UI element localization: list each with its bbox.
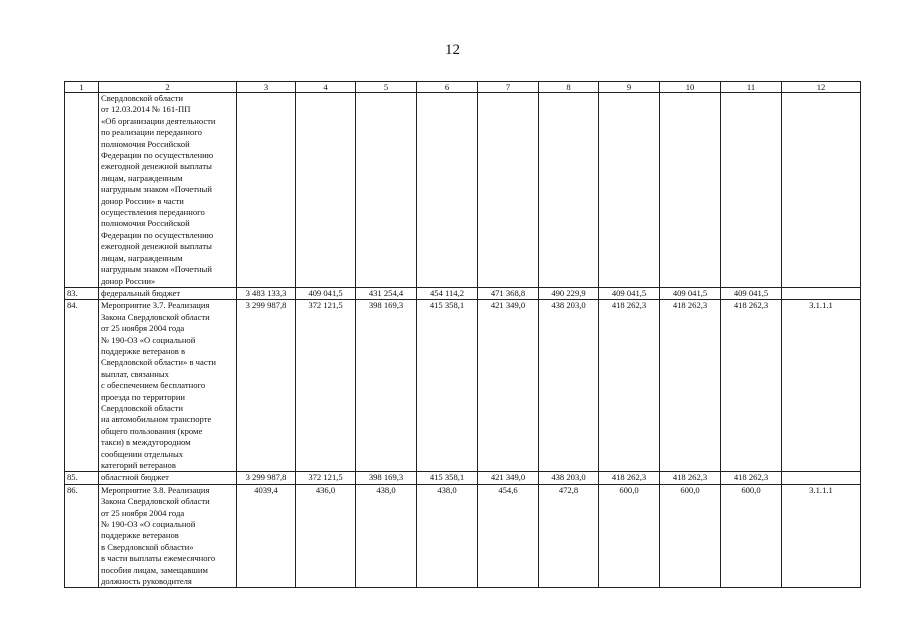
row-value: [417, 93, 478, 288]
row-target-code: [782, 93, 861, 288]
row-value: 418 262,3: [660, 472, 721, 484]
row-value: [599, 93, 660, 288]
row-value: [478, 93, 539, 288]
row-value: 418 262,3: [599, 472, 660, 484]
column-header: 4: [296, 82, 356, 93]
row-value: 415 358,1: [417, 472, 478, 484]
row-value: [721, 93, 782, 288]
row-value: 418 262,3: [721, 472, 782, 484]
row-value: 421 349,0: [478, 472, 539, 484]
row-value: 436,0: [296, 484, 356, 588]
row-value: 409 041,5: [721, 287, 782, 299]
row-description: [99, 287, 237, 299]
row-value: 415 358,1: [417, 300, 478, 472]
row-value: 472,8: [539, 484, 599, 588]
column-header: 7: [478, 82, 539, 93]
row-description: [99, 300, 237, 472]
budget-table: [64, 81, 861, 588]
row-value: 600,0: [721, 484, 782, 588]
row-value: 421 349,0: [478, 300, 539, 472]
row-value: 418 262,3: [721, 300, 782, 472]
row-value: 3 299 987,8: [237, 300, 296, 472]
row-target-code: [782, 287, 861, 299]
row-value: 471 368,8: [478, 287, 539, 299]
row-description: [99, 93, 237, 288]
row-value: 490 229,9: [539, 287, 599, 299]
row-value: 438,0: [356, 484, 417, 588]
column-header: 1: [65, 82, 99, 93]
row-description: [99, 472, 237, 484]
table-row: [65, 287, 861, 299]
row-value: 409 041,5: [660, 287, 721, 299]
column-header: 3: [237, 82, 296, 93]
column-header: 12: [782, 82, 861, 93]
row-value: [539, 93, 599, 288]
row-value: 454,6: [478, 484, 539, 588]
row-value: 409 041,5: [296, 287, 356, 299]
row-target-code: 3.1.1.1: [782, 484, 861, 588]
row-number: 86.: [65, 484, 99, 588]
row-value: 600,0: [599, 484, 660, 588]
row-value: 438 203,0: [539, 300, 599, 472]
column-header: 9: [599, 82, 660, 93]
row-description-text: Свердловской области от 12.03.2014 № 161-ПП «Об организации деятельности по реализации переданного полномочия Российской Федерации по осуществлению ежегодной денежной выплаты лицам, награжденным нагрудным знаком «Почетный донор России» в части осуществления переданного полномочия Российской Федерации по осуществлению ежегодной денежной выплаты лицам, награжденным нагрудным знаком «Почетный донор России»: [101, 93, 216, 286]
table-row: [65, 484, 861, 588]
column-header: 5: [356, 82, 417, 93]
row-value: 418 262,3: [660, 300, 721, 472]
column-header: 11: [721, 82, 782, 93]
row-value: 372 121,5: [296, 300, 356, 472]
row-description: [99, 484, 237, 588]
row-number: 84.: [65, 300, 99, 472]
page-number: 12: [445, 42, 460, 58]
table-row: [65, 472, 861, 484]
row-target-code: 3.1.1.1: [782, 300, 861, 472]
row-value: 3 483 133,3: [237, 287, 296, 299]
row-value: 372 121,5: [296, 472, 356, 484]
row-value: 3 299 987,8: [237, 472, 296, 484]
row-value: 454 114,2: [417, 287, 478, 299]
row-value: 418 262,3: [599, 300, 660, 472]
row-description-text: Мероприятие 3.8. Реализация Закона Свердловской области от 25 ноября 2004 года № 190-ОЗ «О социальной поддержке ветеранов в Свердловской области» в части выплаты ежемесячного пособия лицам, замещавшим должность руководителя: [101, 484, 216, 587]
row-value: 409 041,5: [599, 287, 660, 299]
row-value: 431 254,4: [356, 287, 417, 299]
row-value: 438 203,0: [539, 472, 599, 484]
column-header: 8: [539, 82, 599, 93]
row-value: [356, 93, 417, 288]
row-description-text: Мероприятие 3.7. Реализация Закона Свердловской области от 25 ноября 2004 года № 190-ОЗ «О социальной поддержке ветеранов в Свердловской области» в части выплат, связанных с обеспечением бесплатного проезда по территории Свердловской области на автомобильном транспорте общего пользования (кроме такси) в междугородном сообщении отдельных категорий ветеранов: [101, 300, 216, 470]
table-row: [65, 93, 861, 288]
column-header: 2: [99, 82, 237, 93]
row-value: [237, 93, 296, 288]
row-value: 600,0: [660, 484, 721, 588]
row-value: 398 169,3: [356, 300, 417, 472]
row-value: 4039,4: [237, 484, 296, 588]
row-description-text: областной бюджет: [101, 472, 169, 483]
row-number: 85.: [65, 472, 99, 484]
table-row: [65, 300, 861, 472]
row-value: 398 169,3: [356, 472, 417, 484]
row-value: [296, 93, 356, 288]
row-target-code: [782, 472, 861, 484]
row-number: [65, 93, 99, 288]
row-description-text: федеральный бюджет: [101, 287, 181, 298]
row-value: 438,0: [417, 484, 478, 588]
row-value: [660, 93, 721, 288]
column-header: 6: [417, 82, 478, 93]
table-header-row: [65, 82, 861, 93]
column-header: 10: [660, 82, 721, 93]
row-number: 83.: [65, 287, 99, 299]
